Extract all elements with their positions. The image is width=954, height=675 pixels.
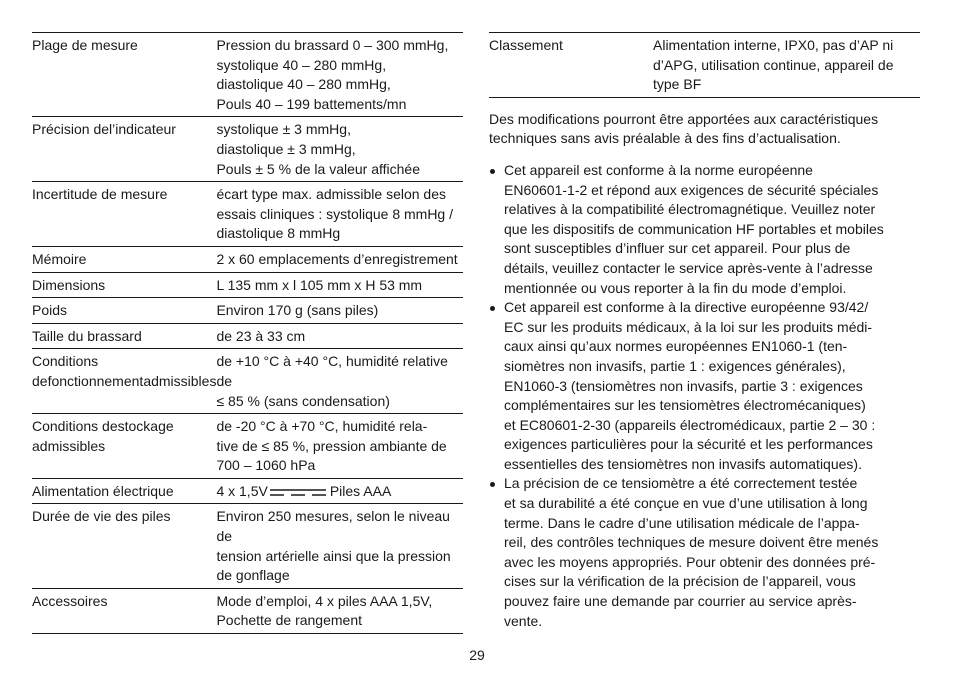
text-line: Taille du brassard — [32, 327, 142, 344]
text-line: Cet appareil est conforme à la directive européenne 93/42/ — [504, 299, 869, 316]
text-line: écart type max. admissible selon des — [216, 186, 447, 203]
spec-label — [32, 182, 216, 247]
text-line: 700 – 1060 hPa — [216, 457, 316, 474]
text-line: systolique ± 3 mmHg, — [216, 121, 351, 138]
text-line: EN1060-3 (tensiomètres non invasifs, partie 3 : exigences — [504, 377, 863, 394]
text-line: terme. Dans le cadre d’une utilisation médicale de l’appa- — [504, 514, 860, 531]
text-line: relatives à la compatibilité électromagnétique. Veuillez noter — [504, 201, 876, 218]
spec-row — [32, 349, 463, 414]
spec-row — [32, 182, 463, 247]
text-line: Environ 170 g (sans piles) — [216, 302, 379, 319]
spec-row — [32, 33, 463, 117]
text-line: avec les moyens appropriés. Pour obtenir des données pré- — [504, 553, 876, 570]
bullet-dot-icon — [490, 169, 495, 174]
spec-label — [32, 33, 216, 117]
spec-label — [32, 504, 216, 588]
spec-value — [216, 246, 463, 272]
text-line: diastolique ± 3 mmHg, — [216, 140, 356, 157]
text-line: diastolique 8 mmHg — [216, 225, 341, 242]
left-column — [32, 32, 463, 634]
spec-value — [216, 33, 463, 117]
text-line: L 135 mm x l 105 mm x H 53 mm — [216, 276, 423, 293]
spec-value — [216, 349, 463, 414]
spec-table-right — [489, 32, 920, 98]
text-line: Conditions de — [32, 353, 99, 389]
spec-table-left — [32, 32, 463, 634]
spec-value — [653, 33, 920, 98]
spec-value — [216, 588, 463, 633]
text-line: sont susceptibles d’influer sur cet appareil. Pour plus de — [504, 240, 851, 257]
power-prefix: 4 x 1,5V — [216, 482, 268, 499]
text-line: Alimentation interne, IPX0, pas d’AP ni — [653, 37, 894, 53]
spec-value — [216, 504, 463, 588]
compliance-list — [489, 161, 920, 631]
text-line: Des modifications pourront être apportées aux caractéristiques — [489, 110, 879, 127]
text-line: et sa durabilité a été conçue en vue d’une utilisation à long — [504, 495, 868, 512]
bullet-dot-icon — [490, 306, 495, 311]
spec-value — [216, 298, 463, 324]
spec-label — [489, 33, 653, 98]
list-item — [489, 474, 920, 631]
bullet-dot-icon — [490, 482, 495, 487]
dc-current-icon — [270, 487, 326, 497]
text-line: détails, veuillez contacter le service après-vente à l’adresse — [504, 259, 873, 276]
text-line: d’APG, utilisation continue, appareil de — [653, 56, 894, 73]
text-line: mentionnée ou vous reporter à la fin du mode d’emploi. — [504, 279, 847, 296]
spec-label — [32, 323, 216, 349]
text-line: essais cliniques : systolique 8 mmHg / — [216, 205, 453, 222]
text-line: systolique 40 – 280 mmHg, — [216, 56, 387, 73]
text-line: diastolique 40 – 280 mmHg, — [216, 76, 391, 93]
list-item — [489, 298, 920, 474]
text-line: Conditions de — [32, 418, 118, 435]
spec-row — [32, 117, 463, 182]
power-suffix: Piles AAA — [329, 482, 392, 499]
text-line: techniques sans avis préalable à des fins d’actualisation. — [489, 130, 841, 147]
text-line: Pression du brassard 0 – 300 mmHg, — [216, 37, 449, 53]
spec-row — [32, 414, 463, 479]
text-line: Pouls 40 – 199 battements/mn — [216, 95, 407, 112]
text-line: stockage admissibles — [32, 418, 174, 454]
spec-label — [32, 272, 216, 298]
spec-label — [32, 414, 216, 479]
text-line: exigences particulières pour la sécurité et les performances — [504, 436, 873, 453]
spec-label — [32, 298, 216, 324]
text-line: Mode d’emploi, 4 x piles AAA 1,5V, — [216, 592, 433, 609]
spec-row — [32, 588, 463, 633]
text-line: caux ainsi qu’aux normes européennes EN1060-1 (ten- — [504, 338, 848, 355]
text-line: Dimensions — [32, 276, 106, 293]
text-line: tive de ≤ 85 %, pression ambiante de — [216, 437, 447, 454]
text-line: Mémoire — [32, 250, 87, 267]
text-line: l’indicateur — [109, 121, 176, 138]
spec-value — [216, 272, 463, 298]
text-line: et EC80601-2-30 (appareils électromédicaux, partie 2 – 30 : — [504, 416, 876, 433]
text-line: siomètres non invasifs, partie 1 : exigences générales), — [504, 357, 846, 374]
spec-value — [216, 414, 463, 479]
text-line: de +10 °C à +40 °C, humidité relative de — [216, 353, 448, 389]
text-line: complémentaires sur les tensiomètres électromécaniques) — [504, 397, 866, 414]
right-column — [489, 32, 920, 631]
text-line: vente. — [504, 612, 543, 629]
text-line: EN60601-1-2 et répond aux exigences de sécurité spéciales — [504, 181, 879, 198]
text-line: fonctionnement — [47, 372, 144, 389]
revision-note — [489, 110, 920, 149]
spec-label — [32, 246, 216, 272]
text-line: Poids — [32, 302, 68, 319]
spec-value — [216, 182, 463, 247]
text-line: Accessoires — [32, 592, 108, 609]
spec-label — [32, 588, 216, 633]
spec-row — [32, 323, 463, 349]
spec-row — [489, 33, 920, 98]
text-line: ≤ 85 % (sans condensation) — [216, 392, 390, 409]
text-line: que les dispositifs de communication HF portables et mobiles — [504, 220, 884, 237]
text-line: Plage de mesure — [32, 37, 138, 53]
text-line: EC sur les produits médicaux, à la loi sur les produits médi- — [504, 318, 873, 335]
text-line: Pouls ± 5 % de la valeur affichée — [216, 160, 420, 177]
text-line: de gonflage — [216, 567, 290, 584]
list-item — [489, 161, 920, 298]
spec-row-power — [32, 478, 463, 504]
spec-label: Alimentation électrique — [32, 482, 174, 499]
text-line: Environ 250 mesures, selon le niveau de — [216, 508, 450, 545]
text-line: reil, des contrôles techniques de mesure doivent être menés — [504, 534, 879, 551]
text-line: Classement — [489, 37, 563, 53]
spec-value — [216, 478, 463, 504]
text-line: de -20 °C à +70 °C, humidité rela- — [216, 418, 428, 435]
spec-row — [32, 272, 463, 298]
spec-value — [216, 117, 463, 182]
text-line: admissibles — [143, 372, 217, 389]
text-line: pouvez faire une demande par courrier au service après- — [504, 593, 857, 610]
text-line: type BF — [653, 76, 702, 93]
spec-value — [216, 323, 463, 349]
text-line: La précision de ce tensiomètre a été correctement testée — [504, 475, 858, 492]
spec-label — [32, 117, 216, 182]
text-line: cises sur la vérification de la précision de l’appareil, vous — [504, 573, 856, 590]
page-number: 29 — [469, 647, 485, 663]
text-line: Précision de — [32, 121, 110, 138]
text-line: essentielles des tensiomètres non invasifs automatiques). — [504, 455, 862, 472]
text-line: Pochette de rangement — [216, 612, 362, 629]
text-line: de 23 à 33 cm — [216, 327, 306, 344]
spec-row — [32, 246, 463, 272]
text-line: 2 x 60 emplacements d’enregistrement — [216, 250, 458, 267]
spec-row — [32, 298, 463, 324]
text-line: Durée de vie des piles — [32, 508, 171, 525]
text-line: Incertitude de mesure — [32, 186, 168, 203]
spec-row — [32, 504, 463, 588]
text-line: Cet appareil est conforme à la norme européenne — [504, 161, 813, 178]
text-line: tension artérielle ainsi que la pression — [216, 547, 451, 564]
spec-label — [32, 349, 216, 414]
